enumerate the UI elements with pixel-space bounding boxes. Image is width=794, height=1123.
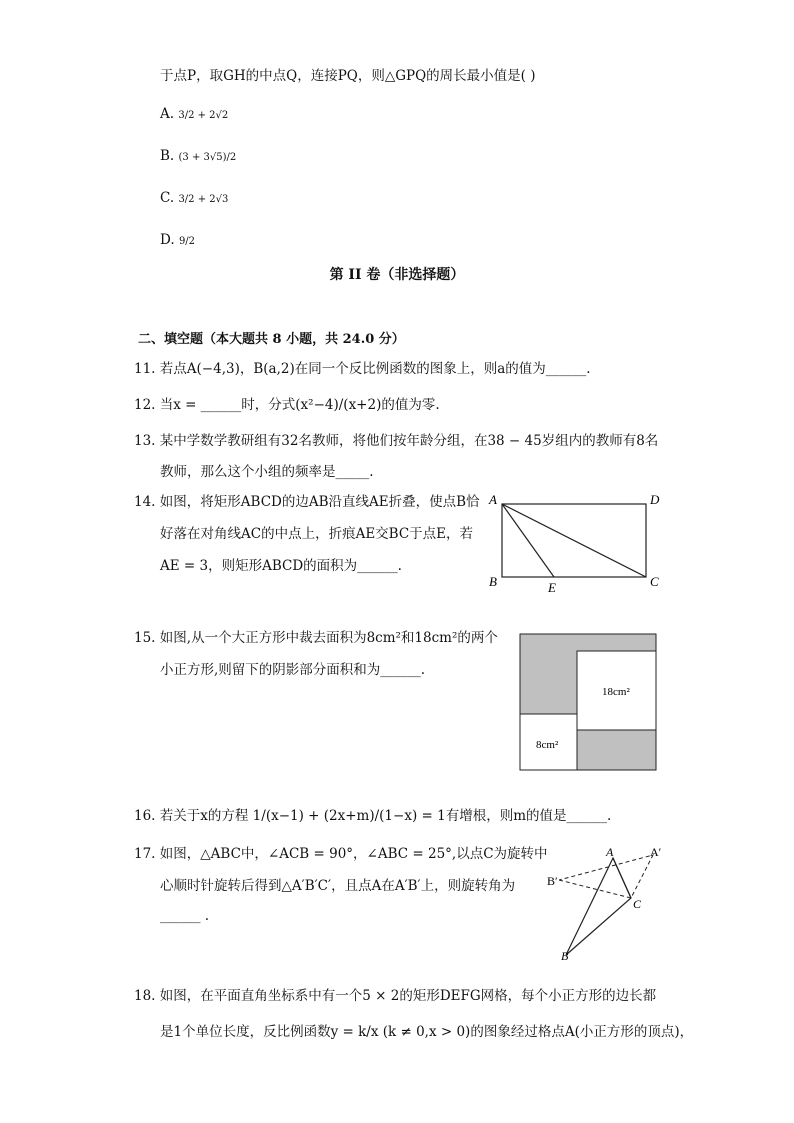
- triangle-abc-rotated: [559, 855, 653, 898]
- question-18: [134, 986, 656, 1006]
- option-label: D.: [160, 232, 175, 248]
- q10-option-d: [160, 230, 195, 252]
- question-number: 13.: [134, 433, 156, 449]
- question-text: 若关于x的方程 1/(x−1) + (2x+m)/(1−x) = 1有增根，则m的值是______.: [159, 808, 612, 824]
- question-text-line1: 如图，在平面直角坐标系中有一个5 × 2的矩形DEFG网格，每个小正方形的边长都: [159, 988, 657, 1004]
- question-text: 若点A(−4,3)，B(a,2)在同一个反比例函数的图象上，则a的值为______.: [159, 361, 591, 377]
- question-text-line1: 如图,从一个大正方形中裁去面积为8cm²和18cm²的两个: [159, 630, 498, 646]
- label-a-prime: A′: [650, 845, 662, 859]
- label-18cm2: 18cm²: [602, 686, 630, 698]
- question-13-line2: 教师，那么这个小组的频率是_____.: [160, 464, 374, 480]
- question-14: [134, 492, 480, 512]
- question-number: 12.: [134, 397, 156, 413]
- label-c: C: [650, 574, 659, 589]
- question-12: [134, 395, 440, 415]
- triangle-abc: [566, 858, 631, 955]
- question-number: 14.: [134, 494, 156, 510]
- q10-option-c: [160, 188, 228, 210]
- option-text: 3/2 + 2√2: [178, 110, 229, 121]
- label-b-prime: B′: [547, 874, 558, 888]
- question-number: 16.: [134, 808, 156, 824]
- label-8cm2: 8cm²: [536, 739, 559, 751]
- question-number: 11.: [134, 361, 156, 377]
- label-c: C: [633, 897, 642, 911]
- question-number: 17.: [134, 846, 156, 862]
- question-15-line2: 小正方形,则留下的阴影部分面积和为______.: [160, 662, 426, 678]
- question-17: [134, 844, 548, 864]
- question-18-line2: 是1个单位长度，反比例函数y = k/x (k ≠ 0,x > 0)的图象经过格点A(小正方形的顶点)，: [160, 1024, 694, 1040]
- option-label: A.: [160, 106, 175, 122]
- question-number: 18.: [134, 988, 156, 1004]
- question-text-line1: 某中学数学教研组有32名教师，将他们按年龄分组，在38 − 45岁组内的教师有8名: [159, 433, 659, 449]
- question-13: [134, 431, 658, 451]
- question-number: 15.: [134, 630, 156, 646]
- question-15: [134, 628, 498, 648]
- q10-option-a: [160, 104, 228, 126]
- option-text: (3 + 3√5)/2: [178, 152, 237, 163]
- question-text-line1: 如图，△ABC中，∠ACB = 90°，∠ABC = 25°,以点C为旋转中: [159, 846, 548, 862]
- question-16: [134, 806, 611, 826]
- question-17-line3: ______ .: [160, 908, 210, 924]
- option-text: 3/2 + 2√3: [178, 194, 229, 205]
- label-d: D: [650, 492, 660, 507]
- fold-line-ae: [502, 504, 554, 577]
- section2-heading: 二、填空题（本大题共 8 小题，共 24.0 分）: [138, 332, 405, 347]
- figure-15-squares: [518, 632, 660, 774]
- part2-title: 第 II 卷（非选择题）: [329, 267, 465, 283]
- question-text: 当x = ______时，分式(x²−4)/(x+2)的值为零.: [159, 397, 440, 413]
- label-e: E: [548, 580, 556, 595]
- label-a: A: [489, 492, 497, 507]
- label-a: A: [606, 845, 614, 859]
- question-11: [134, 359, 591, 379]
- q10-option-b: [160, 146, 236, 168]
- question-14-line3: AE = 3，则矩形ABCD的面积为______.: [160, 558, 402, 574]
- option-label: C.: [160, 190, 175, 206]
- figure-14-rectangle: [484, 488, 670, 596]
- diagonal-ac: [502, 504, 646, 577]
- label-b: B: [561, 949, 569, 963]
- option-text: 9/2: [178, 236, 196, 247]
- segment-ac: [613, 858, 631, 898]
- question-17-line2: 心顺时针旋转后得到△A′B′C′，且点A在A′B′上，则旋转角为: [160, 878, 516, 894]
- question-14-line2: 好落在对角线AC的中点上，折痕AE交BC于点E，若: [160, 526, 474, 542]
- question-text-line1: 如图，将矩形ABCD的边AB沿直线AE折叠，使点B恰: [159, 494, 480, 510]
- figure-17-rotation: [540, 840, 670, 966]
- option-label: B.: [160, 148, 175, 164]
- label-b: B: [489, 574, 497, 589]
- q10-stem-tail: 于点P，取GH的中点Q，连接PQ，则△GPQ的周长最小值是( ): [160, 68, 536, 84]
